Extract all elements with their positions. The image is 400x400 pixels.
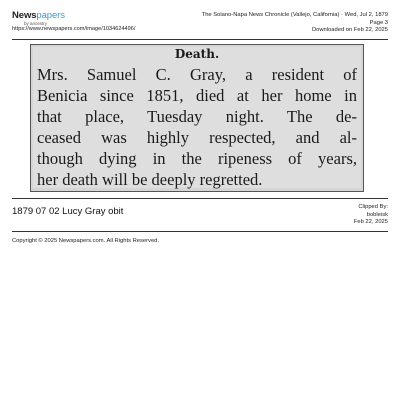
clipping-line: though dying in the ripeness of years, [37,149,357,168]
publication-meta [202,12,388,35]
header-divider [12,39,388,40]
clipping-line: her death will be deeply regretted. [37,170,263,189]
caption-top-divider [12,198,388,199]
publication-info: The Solano-Napa News Chronicle (Vallejo, California) · Wed, Jul 2, 1879 [201,12,388,18]
clipping-caption: 1879 07 02 Lucy Gray obit [12,206,124,217]
clipping-line: that place, Tuesday night. The de- [37,107,357,126]
copyright-notice: Copyright © 2025 Newspapers.com. All Rights Reserved. [12,238,160,244]
clipping-line: Mrs. Samuel C. Gray, a resident of [37,65,357,84]
logo-news-text: News [12,10,37,21]
clipped-by-label: Clipped By: [358,204,388,210]
clipping-title: Death. [174,47,220,61]
page-header [0,0,400,40]
footer-divider [12,231,388,232]
clipping-line: Benicia since 1851, died at her home in [37,86,357,105]
logo-papers-text: papers [36,10,65,21]
page-number: Page 3 [369,19,388,26]
newspaper-clipping-image [30,44,364,192]
clipping-line: ceased was highly respected, and al- [37,128,357,147]
image-url[interactable]: https://www.newspapers.com/image/1034624496/ [12,26,136,32]
clipped-date: Feb 22, 2025 [353,219,388,226]
newspapers-logo[interactable] [12,11,65,26]
clipped-by-info [354,204,388,227]
download-date: Downloaded on Feb 22, 2025 [311,27,388,34]
clipping-paper [33,47,361,188]
logo-wordmark [12,11,65,21]
logo-subtitle: by ancestry [24,20,48,26]
clipped-by-user[interactable]: bobleisk [366,211,388,218]
